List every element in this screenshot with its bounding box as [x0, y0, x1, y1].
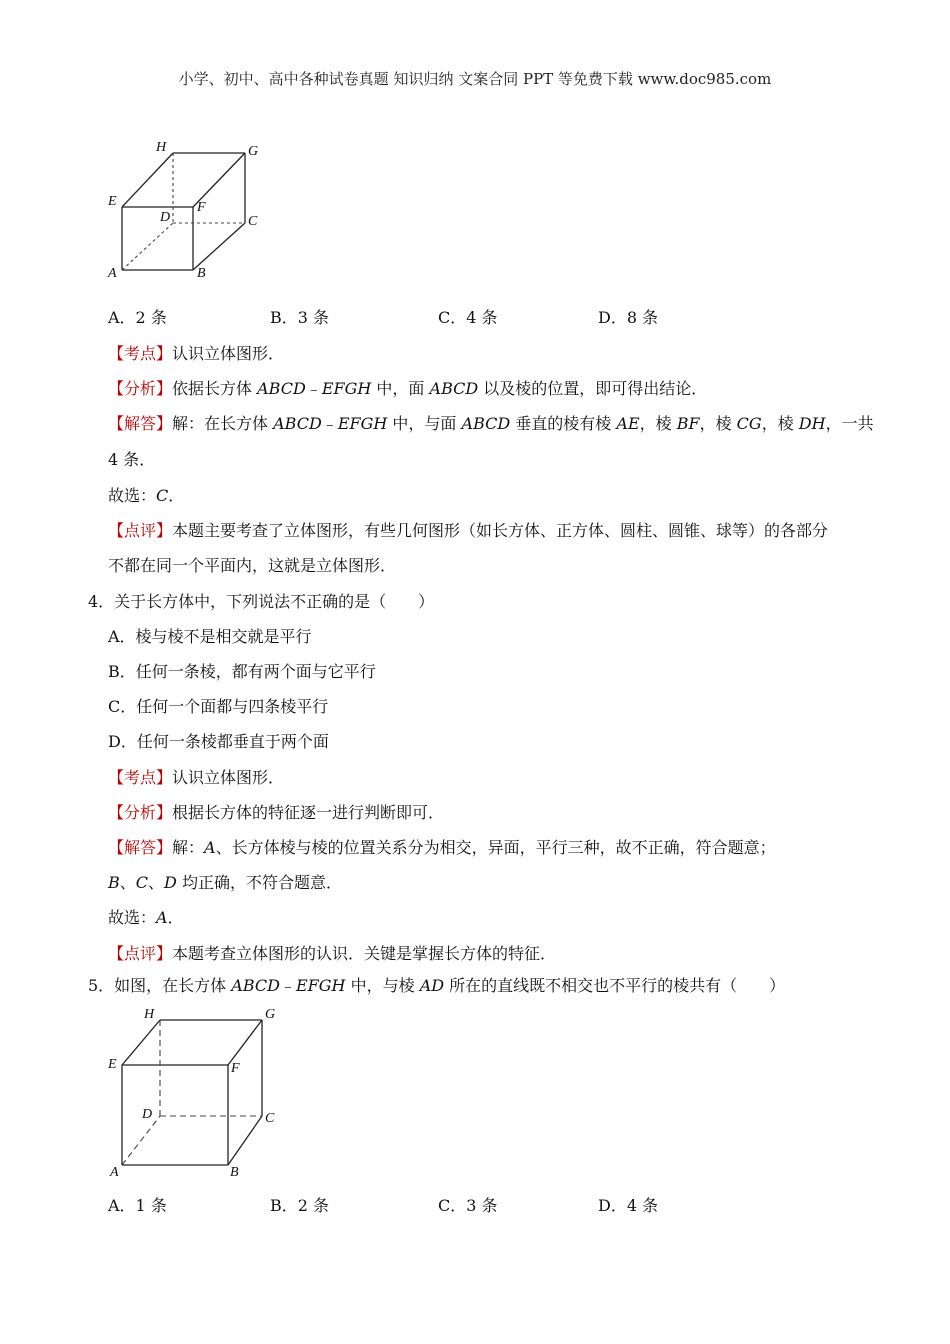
- label-F: F: [231, 1061, 240, 1076]
- dianping-tag: 【点评】: [108, 521, 173, 540]
- q5-stem: 5．如图，在长方体 ABCD﹣EFGH 中，与棱 AD 所在的直线既不相交也不平行的棱共有（ ）: [88, 976, 786, 995]
- label-G: G: [248, 144, 259, 159]
- q5-option-b[interactable]: B．2 条: [270, 1196, 330, 1215]
- jieda-tag: 【解答】: [108, 414, 173, 433]
- q3-option-b[interactable]: B．3 条: [270, 308, 330, 327]
- q5-option-d[interactable]: D．4 条: [598, 1196, 659, 1215]
- q4-option-d[interactable]: D．任何一条棱都垂直于两个面: [108, 732, 329, 751]
- q5-options: [108, 1193, 658, 1216]
- q3-jieda: 【解答】解：在长方体 ABCD﹣EFGH 中，与面 ABCD 垂直的棱有棱 AE，棱 BF，棱 CG，棱 DH，一共: [108, 414, 874, 433]
- kaodian-tag: 【考点】: [108, 344, 173, 363]
- q3-option-d[interactable]: D．8 条: [598, 308, 659, 327]
- label-B: B: [230, 1165, 239, 1180]
- label-C: C: [265, 1111, 275, 1126]
- q4-option-b[interactable]: B．任何一条棱，都有两个面与它平行: [108, 662, 376, 681]
- q3-jieda-line2: 4 条．: [108, 450, 156, 469]
- q3-guxuan: 故选：C．: [108, 486, 185, 505]
- q4-guxuan: 故选：A．: [108, 908, 184, 927]
- q4-dianping: 【点评】本题考查立体图形的认识．关键是掌握长方体的特征．: [108, 944, 557, 963]
- label-H: H: [156, 140, 167, 155]
- q5-option-c[interactable]: C．3 条: [438, 1196, 498, 1215]
- q4-kaodian: 【考点】认识立体图形．: [108, 768, 285, 787]
- q5-option-a[interactable]: A．1 条: [108, 1196, 167, 1215]
- q4-option-c[interactable]: C．任何一个面都与四条棱平行: [108, 697, 329, 716]
- label-A: A: [110, 1165, 119, 1180]
- label-D: D: [160, 210, 171, 225]
- label-E: E: [108, 194, 117, 209]
- q3-fenxi: 【分析】依据长方体 ABCD﹣EFGH 中，面 ABCD 以及棱的位置，即可得出结论．: [108, 379, 708, 398]
- label-F: F: [197, 200, 206, 215]
- q4-stem: 4．关于长方体中，下列说法不正确的是（ ）: [88, 592, 435, 611]
- label-D: D: [142, 1107, 153, 1122]
- q3-kaodian: 【考点】认识立体图形．: [108, 344, 285, 363]
- label-E: E: [108, 1057, 117, 1072]
- q4-jieda: 【解答】解：A、长方体棱与棱的位置关系分为相交，异面，平行三种，故不正确，符合题意；: [108, 838, 776, 857]
- label-B: B: [197, 266, 206, 281]
- cuboid-figure-2: [100, 1000, 290, 1185]
- fenxi-tag: 【分析】: [108, 379, 173, 398]
- label-A: A: [108, 266, 117, 281]
- label-C: C: [248, 214, 258, 229]
- q4-fenxi: 【分析】根据长方体的特征逐一进行判断即可．: [108, 803, 445, 822]
- q3-dianping: 【点评】本题主要考查了立体图形，有些几何图形（如长方体、正方体、圆柱、圆锥、球等）的各部分: [108, 521, 829, 540]
- label-G: G: [265, 1007, 276, 1022]
- q3-option-c[interactable]: C．4 条: [438, 308, 498, 327]
- cuboid-figure-1: [100, 135, 270, 285]
- q4-option-a[interactable]: A．棱与棱不是相交就是平行: [108, 627, 312, 646]
- label-H: H: [144, 1007, 155, 1022]
- q4-jieda-line2: B、C、D 均正确，不符合题意．: [108, 873, 342, 892]
- q3-options: [108, 305, 658, 328]
- page-header: 小学、初中、高中各种试卷真题 知识归纳 文案合同 PPT 等免费下载 www.doc985.com: [178, 70, 772, 88]
- q3-option-a[interactable]: A．2 条: [108, 308, 167, 327]
- q3-dianping-line2: 不都在同一个平面内，这就是立体图形．: [108, 556, 397, 575]
